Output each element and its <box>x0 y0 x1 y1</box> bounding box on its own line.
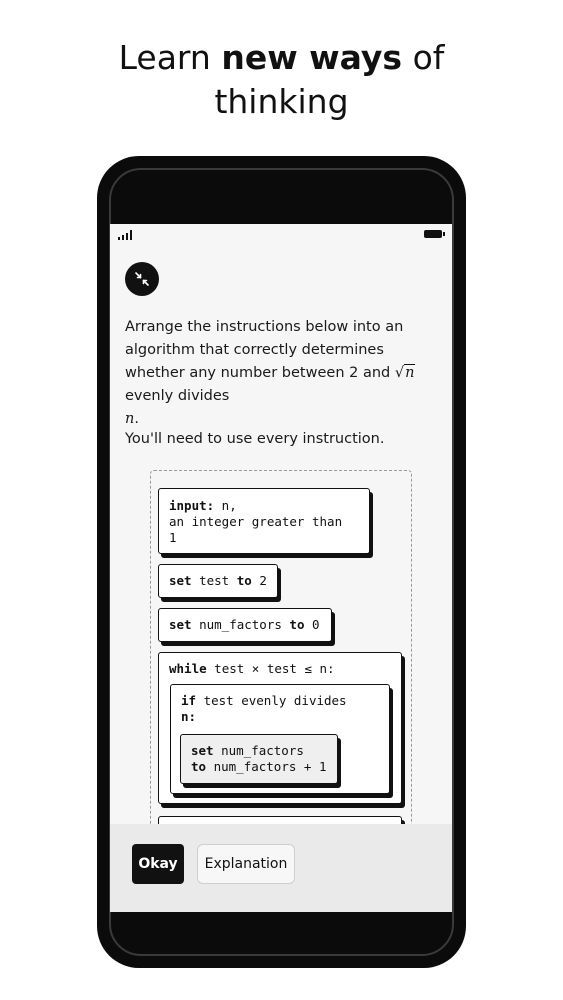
sqrt-n <box>395 364 416 381</box>
kw-set: set <box>169 573 192 588</box>
kw-set: set <box>191 743 214 758</box>
collapse-arrows-icon <box>125 262 159 296</box>
block-set-test[interactable] <box>158 564 278 598</box>
block-input-kw: input: <box>169 498 215 513</box>
block-set-num-factors[interactable] <box>158 608 332 642</box>
status-bar <box>110 224 452 246</box>
value-2: 2 <box>251 573 267 588</box>
explanation-button[interactable]: Explanation <box>197 844 295 884</box>
battery-icon <box>424 230 442 238</box>
block-input-line3: 1 <box>169 530 177 545</box>
sqrt-symbol: √ <box>394 365 405 381</box>
headline-pre: Learn <box>118 38 222 77</box>
block-increment[interactable] <box>180 734 338 784</box>
var-num-factors: num_factors <box>191 617 290 632</box>
headline-post: of <box>402 38 445 77</box>
prompt-end: . <box>134 411 139 427</box>
kw-if: if <box>181 693 197 708</box>
kw-while: while <box>169 661 207 676</box>
sqrt-arg: n <box>405 365 415 381</box>
headline-line-2: thinking <box>214 82 349 121</box>
prompt-text: Arrange the instructions below into an algorithm that correctly determines whether any number between 2 and <box>125 319 404 381</box>
if-condition-line2: n: <box>181 709 197 724</box>
var-test: test <box>191 573 237 588</box>
value-0: 0 <box>304 617 320 632</box>
phone-screen <box>110 224 452 912</box>
collapse-button[interactable] <box>125 262 159 296</box>
if-condition: test evenly divides <box>196 693 347 708</box>
kw-to: to <box>289 617 305 632</box>
block-input-line1: n, <box>214 498 237 513</box>
okay-button[interactable]: Okay <box>132 844 184 884</box>
var-num-factors: num_factors <box>213 743 304 758</box>
headline-bold: new ways <box>221 38 403 77</box>
kw-to: to <box>236 573 252 588</box>
while-condition: test × test ≤ n: <box>206 661 335 676</box>
headline <box>0 36 563 124</box>
kw-to: to <box>191 759 207 774</box>
instruction-note: You'll need to use every instruction. <box>125 431 385 447</box>
footer-bar <box>110 824 452 912</box>
block-input-line2: an integer greater than <box>169 514 343 529</box>
lesson-content <box>110 246 452 912</box>
headline-line-1 <box>0 36 563 80</box>
block-input[interactable] <box>158 488 370 554</box>
phone-frame <box>97 156 466 968</box>
signal-icon <box>118 230 134 240</box>
kw-set: set <box>169 617 192 632</box>
increment-expression: num_factors + 1 <box>206 759 327 774</box>
problem-prompt <box>125 316 445 431</box>
prompt-text-2: evenly divides <box>125 388 230 404</box>
var-n: n <box>125 411 135 427</box>
